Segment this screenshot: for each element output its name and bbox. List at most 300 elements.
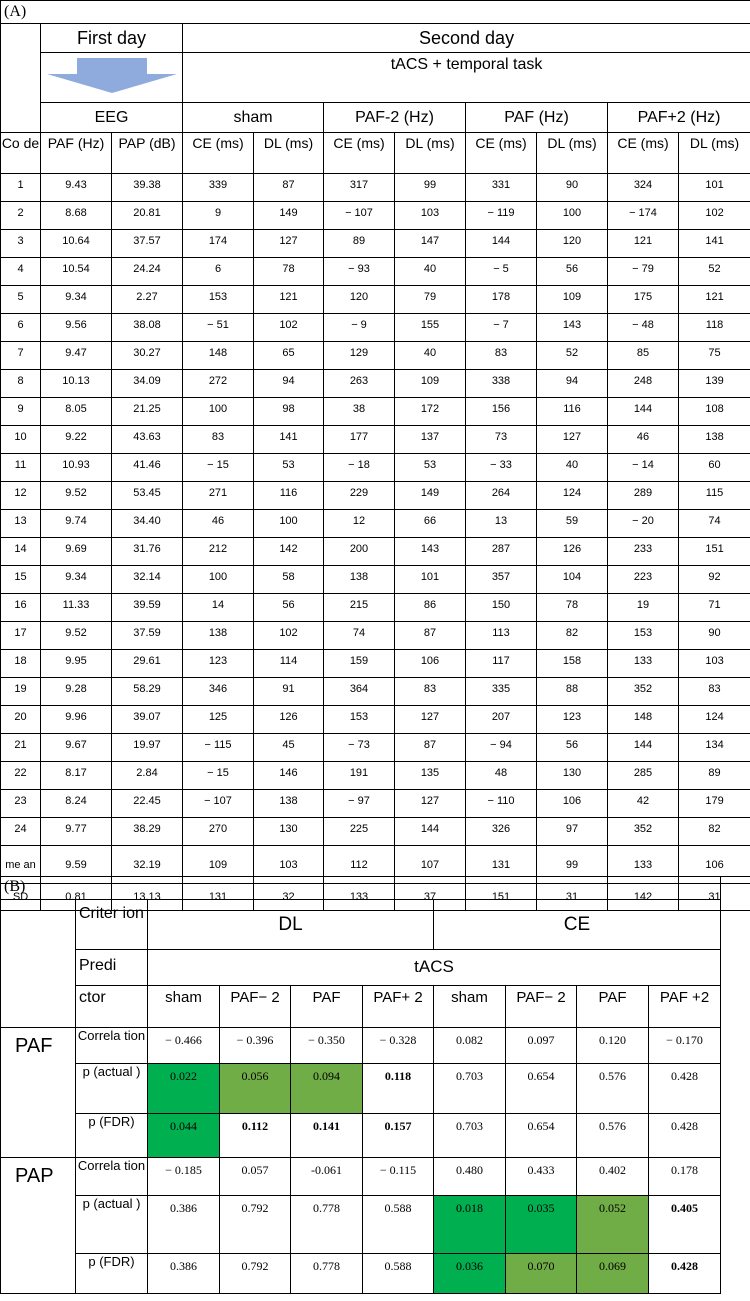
row-code: 16 — [1, 594, 41, 622]
table-cell: 141 — [679, 230, 750, 258]
value-cell: − 0.350 — [291, 1028, 363, 1064]
table-cell: − 5 — [466, 258, 537, 286]
table-cell: 150 — [466, 594, 537, 622]
table-cell: 102 — [254, 622, 324, 650]
table-cell: 142 — [608, 884, 679, 911]
table-cell: 34.09 — [112, 370, 183, 398]
table-cell: − 14 — [608, 454, 679, 482]
table-cell: − 15 — [183, 762, 254, 790]
table-cell: 191 — [324, 762, 395, 790]
value-cell: 0.654 — [506, 1064, 577, 1114]
margin-cell — [721, 1254, 750, 1294]
column-header: CE (ms) — [466, 133, 537, 174]
table-cell: 151 — [679, 538, 750, 566]
table-cell: 151 — [466, 884, 537, 911]
table-cell: 138 — [324, 566, 395, 594]
value-cell: 0.386 — [148, 1196, 220, 1254]
table-cell: 21.25 — [112, 398, 183, 426]
table-cell: 109 — [395, 370, 466, 398]
table-cell: 212 — [183, 538, 254, 566]
table-cell: 53 — [254, 454, 324, 482]
value-cell: 0.035 — [506, 1196, 577, 1254]
table-cell: 108 — [679, 398, 750, 426]
table-cell: 39.59 — [112, 594, 183, 622]
condition-paf-minus-2: PAF-2 (Hz) — [324, 103, 466, 133]
table-cell: 352 — [608, 818, 679, 846]
column-header: DL (ms) — [679, 133, 750, 174]
value-cell: -0.061 — [291, 1158, 363, 1196]
table-cell: 148 — [608, 706, 679, 734]
table-cell: 138 — [183, 622, 254, 650]
value-cell: − 0.328 — [363, 1028, 434, 1064]
table-cell: 79 — [395, 286, 466, 314]
table-cell: 73 — [466, 426, 537, 454]
empty-corner — [1, 53, 41, 103]
table-cell: 346 — [183, 678, 254, 706]
table-cell: 233 — [608, 538, 679, 566]
condition-column-header: PAF− 2 — [220, 986, 291, 1028]
table-cell: 139 — [679, 370, 750, 398]
table-cell: 38.29 — [112, 818, 183, 846]
row-code: SD — [1, 884, 41, 911]
table-cell: 144 — [466, 230, 537, 258]
table-cell: 121 — [254, 286, 324, 314]
table-cell: 103 — [254, 846, 324, 884]
table-row — [1, 174, 750, 202]
condition-column-header: PAF+ 2 — [363, 986, 434, 1028]
table-cell: 9.43 — [41, 174, 112, 202]
table-cell: 9.22 — [41, 426, 112, 454]
tacs-task-header: tACS + temporal task — [183, 53, 750, 103]
table-cell: 31.76 — [112, 538, 183, 566]
table-row — [1, 314, 750, 342]
table-cell: 138 — [679, 426, 750, 454]
value-cell: 0.588 — [363, 1196, 434, 1254]
table-row — [1, 622, 750, 650]
value-cell: 0.070 — [506, 1254, 577, 1294]
row-code: 5 — [1, 286, 41, 314]
table-cell: 287 — [466, 538, 537, 566]
table-cell: 123 — [537, 706, 608, 734]
statistic-label: Correla tion — [76, 1028, 148, 1064]
table-cell: 45 — [254, 734, 324, 762]
value-cell: 0.044 — [148, 1114, 220, 1158]
value-cell: 0.097 — [506, 1028, 577, 1064]
value-cell: 0.069 — [577, 1254, 649, 1294]
table-cell: 34.40 — [112, 510, 183, 538]
column-header: PAF (Hz) — [41, 133, 112, 174]
table-cell: 78 — [537, 594, 608, 622]
table-cell: 22.45 — [112, 790, 183, 818]
table-cell: 24.24 — [112, 258, 183, 286]
table-cell: 101 — [395, 566, 466, 594]
table-cell: 9.95 — [41, 650, 112, 678]
table-cell: 121 — [608, 230, 679, 258]
table-cell: − 115 — [183, 734, 254, 762]
table-cell: 148 — [183, 342, 254, 370]
value-cell: 0.112 — [220, 1114, 291, 1158]
table-cell: 9 — [183, 202, 254, 230]
table-cell: 117 — [466, 650, 537, 678]
arrow-down-icon — [42, 58, 182, 94]
table-cell: 46 — [608, 426, 679, 454]
row-code: 3 — [1, 230, 41, 258]
table-cell: 11.33 — [41, 594, 112, 622]
value-cell: 0.428 — [649, 1114, 721, 1158]
value-cell: 0.118 — [363, 1064, 434, 1114]
table-cell: 53 — [395, 454, 466, 482]
row-code: me an — [1, 846, 41, 884]
table-cell: 2.27 — [112, 286, 183, 314]
value-cell: 0.120 — [577, 1028, 649, 1064]
table-cell: 127 — [254, 230, 324, 258]
table-cell: 40 — [395, 258, 466, 286]
value-cell: 0.178 — [649, 1158, 721, 1196]
table-cell: 8.05 — [41, 398, 112, 426]
table-cell: 223 — [608, 566, 679, 594]
margin-cell — [721, 1158, 750, 1196]
value-cell: 0.052 — [577, 1196, 649, 1254]
value-cell: 0.057 — [220, 1158, 291, 1196]
row-code: 12 — [1, 482, 41, 510]
table-cell: 127 — [537, 426, 608, 454]
condition-column-header: sham — [148, 986, 220, 1028]
table-row — [1, 734, 750, 762]
margin-cell — [721, 950, 750, 986]
table-cell: 144 — [395, 818, 466, 846]
table-row — [1, 202, 750, 230]
eeg-header: EEG — [41, 103, 183, 133]
table-cell: 339 — [183, 174, 254, 202]
table-cell: − 110 — [466, 790, 537, 818]
table-cell: 99 — [395, 174, 466, 202]
column-header: CE (ms) — [608, 133, 679, 174]
table-cell: 107 — [395, 846, 466, 884]
margin-cell — [721, 1028, 750, 1064]
table-cell: 32.19 — [112, 846, 183, 884]
table-cell: 106 — [395, 650, 466, 678]
statistic-label: p (actual ) — [76, 1196, 148, 1254]
column-header: CE (ms) — [183, 133, 254, 174]
table-cell: 38 — [324, 398, 395, 426]
table-cell: 6 — [183, 258, 254, 286]
table-cell: 144 — [608, 398, 679, 426]
table-row — [1, 706, 750, 734]
column-header: PAP (dB) — [112, 133, 183, 174]
table-cell: 100 — [254, 510, 324, 538]
table-cell: 131 — [466, 846, 537, 884]
table-cell: 83 — [183, 426, 254, 454]
table-cell: 74 — [679, 510, 750, 538]
table-cell: 53.45 — [112, 482, 183, 510]
table-cell: 124 — [679, 706, 750, 734]
table-cell: 83 — [679, 678, 750, 706]
table-cell: 0.81 — [41, 884, 112, 911]
row-code: 19 — [1, 678, 41, 706]
value-cell: 0.576 — [577, 1114, 649, 1158]
table-cell: 40 — [537, 454, 608, 482]
table-cell: 31 — [537, 884, 608, 911]
statistic-label: p (FDR) — [76, 1254, 148, 1294]
value-cell: 0.402 — [577, 1158, 649, 1196]
table-cell: 38.08 — [112, 314, 183, 342]
row-code: 20 — [1, 706, 41, 734]
table-cell: 130 — [254, 818, 324, 846]
table-cell: 106 — [679, 846, 750, 884]
condition-sham: sham — [183, 103, 324, 133]
table-cell: 153 — [324, 706, 395, 734]
ce-header: CE — [434, 900, 721, 950]
condition-paf: PAF (Hz) — [466, 103, 608, 133]
table-cell: 60 — [679, 454, 750, 482]
table-cell: 103 — [395, 202, 466, 230]
empty-corner — [1, 950, 76, 986]
table-row — [1, 1114, 750, 1158]
table-cell: 39.38 — [112, 174, 183, 202]
table-cell: 146 — [254, 762, 324, 790]
value-cell: 0.094 — [291, 1064, 363, 1114]
table-cell: 225 — [324, 818, 395, 846]
table-cell: 331 — [466, 174, 537, 202]
table-cell: 9.52 — [41, 622, 112, 650]
table-cell: 352 — [608, 678, 679, 706]
table-cell: 58 — [254, 566, 324, 594]
table-cell: 66 — [395, 510, 466, 538]
dl-header: DL — [148, 900, 434, 950]
table-cell: 87 — [395, 734, 466, 762]
table-cell: 10.13 — [41, 370, 112, 398]
value-cell: 0.428 — [649, 1254, 721, 1294]
table-cell: 90 — [679, 622, 750, 650]
table-row — [1, 482, 750, 510]
tacs-header: tACS — [148, 950, 721, 986]
margin-cell — [721, 1114, 750, 1158]
table-cell: 39.07 — [112, 706, 183, 734]
table-cell: 357 — [466, 566, 537, 594]
table-cell: 159 — [324, 650, 395, 678]
table-cell: 324 — [608, 174, 679, 202]
row-code: 4 — [1, 258, 41, 286]
table-cell: 264 — [466, 482, 537, 510]
table-cell: 9.77 — [41, 818, 112, 846]
statistic-label: p (FDR) — [76, 1114, 148, 1158]
table-cell: 9.47 — [41, 342, 112, 370]
value-cell: 0.386 — [148, 1254, 220, 1294]
table-cell: 289 — [608, 482, 679, 510]
table-b — [0, 876, 750, 1294]
table-cell: 335 — [466, 678, 537, 706]
table-cell: 88 — [537, 678, 608, 706]
table-cell: 10.64 — [41, 230, 112, 258]
table-cell: 100 — [183, 566, 254, 594]
table-cell: 100 — [183, 398, 254, 426]
margin-cell — [721, 1064, 750, 1114]
table-row — [1, 818, 750, 846]
table-cell: 9.56 — [41, 314, 112, 342]
table-row — [1, 594, 750, 622]
table-cell: 271 — [183, 482, 254, 510]
table-cell: 338 — [466, 370, 537, 398]
table-cell: 143 — [395, 538, 466, 566]
criterion-label: Criter ion — [76, 900, 148, 950]
table-cell: 364 — [324, 678, 395, 706]
table-cell: 106 — [537, 790, 608, 818]
table-cell: 114 — [254, 650, 324, 678]
table-cell: 30.27 — [112, 342, 183, 370]
row-code: 24 — [1, 818, 41, 846]
table-cell: − 7 — [466, 314, 537, 342]
table-cell: 94 — [254, 370, 324, 398]
value-cell: 0.576 — [577, 1064, 649, 1114]
row-code: 13 — [1, 510, 41, 538]
table-cell: 46 — [183, 510, 254, 538]
table-cell: 37.57 — [112, 230, 183, 258]
table-cell: − 97 — [324, 790, 395, 818]
table-cell: 9.34 — [41, 286, 112, 314]
table-cell: − 107 — [324, 202, 395, 230]
table-cell: 109 — [183, 846, 254, 884]
condition-column-header: PAF +2 — [649, 986, 721, 1028]
column-header: DL (ms) — [537, 133, 608, 174]
table-cell: 174 — [183, 230, 254, 258]
table-cell: 123 — [183, 650, 254, 678]
table-cell: 9.34 — [41, 566, 112, 594]
value-cell: 0.778 — [291, 1196, 363, 1254]
table-cell: 141 — [254, 426, 324, 454]
table-cell: 65 — [254, 342, 324, 370]
row-code: 17 — [1, 622, 41, 650]
value-cell: 0.588 — [363, 1254, 434, 1294]
table-row — [1, 538, 750, 566]
row-code: 9 — [1, 398, 41, 426]
value-cell: 0.036 — [434, 1254, 506, 1294]
table-cell: 155 — [395, 314, 466, 342]
table-cell: 8.68 — [41, 202, 112, 230]
section-b-label: (B) — [1, 877, 721, 900]
table-cell: 120 — [537, 230, 608, 258]
table-cell: 134 — [679, 734, 750, 762]
row-code: 6 — [1, 314, 41, 342]
row-code: 14 — [1, 538, 41, 566]
table-cell: 109 — [537, 286, 608, 314]
row-code: 2 — [1, 202, 41, 230]
value-cell: 0.654 — [506, 1114, 577, 1158]
table-cell: 91 — [254, 678, 324, 706]
table-row — [1, 342, 750, 370]
table-cell: 248 — [608, 370, 679, 398]
table-cell: 2.84 — [112, 762, 183, 790]
table-cell: 19.97 — [112, 734, 183, 762]
table-cell: − 48 — [608, 314, 679, 342]
table-cell: 32 — [254, 884, 324, 911]
table-cell: 133 — [608, 650, 679, 678]
table-cell: 9.52 — [41, 482, 112, 510]
value-cell: − 0.170 — [649, 1028, 721, 1064]
value-cell: 0.082 — [434, 1028, 506, 1064]
predictor-row-header: PAF — [1, 1028, 76, 1158]
table-row — [1, 230, 750, 258]
table-cell: 116 — [537, 398, 608, 426]
table-cell: 8.17 — [41, 762, 112, 790]
value-cell: − 0.185 — [148, 1158, 220, 1196]
table-cell: 100 — [537, 202, 608, 230]
table-cell: 9.96 — [41, 706, 112, 734]
table-row — [1, 566, 750, 594]
condition-column-header: PAF− 2 — [506, 986, 577, 1028]
table-cell: 58.29 — [112, 678, 183, 706]
table-cell: 142 — [254, 538, 324, 566]
table-cell: 102 — [679, 202, 750, 230]
table-cell: 101 — [679, 174, 750, 202]
predictor-label-cont: ctor — [76, 986, 148, 1028]
table-cell: − 94 — [466, 734, 537, 762]
table-cell: 153 — [608, 622, 679, 650]
table-cell: 215 — [324, 594, 395, 622]
table-cell: 177 — [324, 426, 395, 454]
value-cell: 0.703 — [434, 1064, 506, 1114]
table-cell: 121 — [679, 286, 750, 314]
row-code: 1 — [1, 174, 41, 202]
table-cell: 144 — [608, 734, 679, 762]
margin-cell — [721, 1196, 750, 1254]
table-cell: 19 — [608, 594, 679, 622]
table-cell: 82 — [537, 622, 608, 650]
condition-paf-plus-2: PAF+2 (Hz) — [608, 103, 750, 133]
empty-corner — [1, 900, 76, 950]
statistic-label: p (actual ) — [76, 1064, 148, 1114]
table-cell: 137 — [395, 426, 466, 454]
table-cell: − 107 — [183, 790, 254, 818]
table-cell: − 18 — [324, 454, 395, 482]
table-cell: 126 — [537, 538, 608, 566]
table-cell: 129 — [324, 342, 395, 370]
value-cell: 0.405 — [649, 1196, 721, 1254]
row-code: 7 — [1, 342, 41, 370]
table-cell: 270 — [183, 818, 254, 846]
table-cell: 131 — [183, 884, 254, 911]
table-cell: 126 — [254, 706, 324, 734]
empty-corner — [1, 103, 41, 133]
value-cell: 0.433 — [506, 1158, 577, 1196]
value-cell: − 0.466 — [148, 1028, 220, 1064]
table-cell: − 174 — [608, 202, 679, 230]
value-cell: 0.792 — [220, 1254, 291, 1294]
table-cell: − 9 — [324, 314, 395, 342]
table-cell: 82 — [679, 818, 750, 846]
column-header: DL (ms) — [395, 133, 466, 174]
table-cell: 42 — [608, 790, 679, 818]
table-cell: 104 — [537, 566, 608, 594]
row-code: 8 — [1, 370, 41, 398]
table-row — [1, 258, 750, 286]
condition-column-header: PAF — [577, 986, 649, 1028]
table-cell: 120 — [324, 286, 395, 314]
table-cell: 229 — [324, 482, 395, 510]
table-cell: 86 — [395, 594, 466, 622]
table-cell: 85 — [608, 342, 679, 370]
value-cell: 0.056 — [220, 1064, 291, 1114]
table-cell: 113 — [466, 622, 537, 650]
table-cell: 13 — [466, 510, 537, 538]
table-cell: 90 — [537, 174, 608, 202]
value-cell: 0.022 — [148, 1064, 220, 1114]
table-cell: 133 — [608, 846, 679, 884]
value-cell: − 0.396 — [220, 1028, 291, 1064]
table-cell: 92 — [679, 566, 750, 594]
table-cell: 102 — [254, 314, 324, 342]
table-cell: 20.81 — [112, 202, 183, 230]
margin-cell — [721, 986, 750, 1028]
